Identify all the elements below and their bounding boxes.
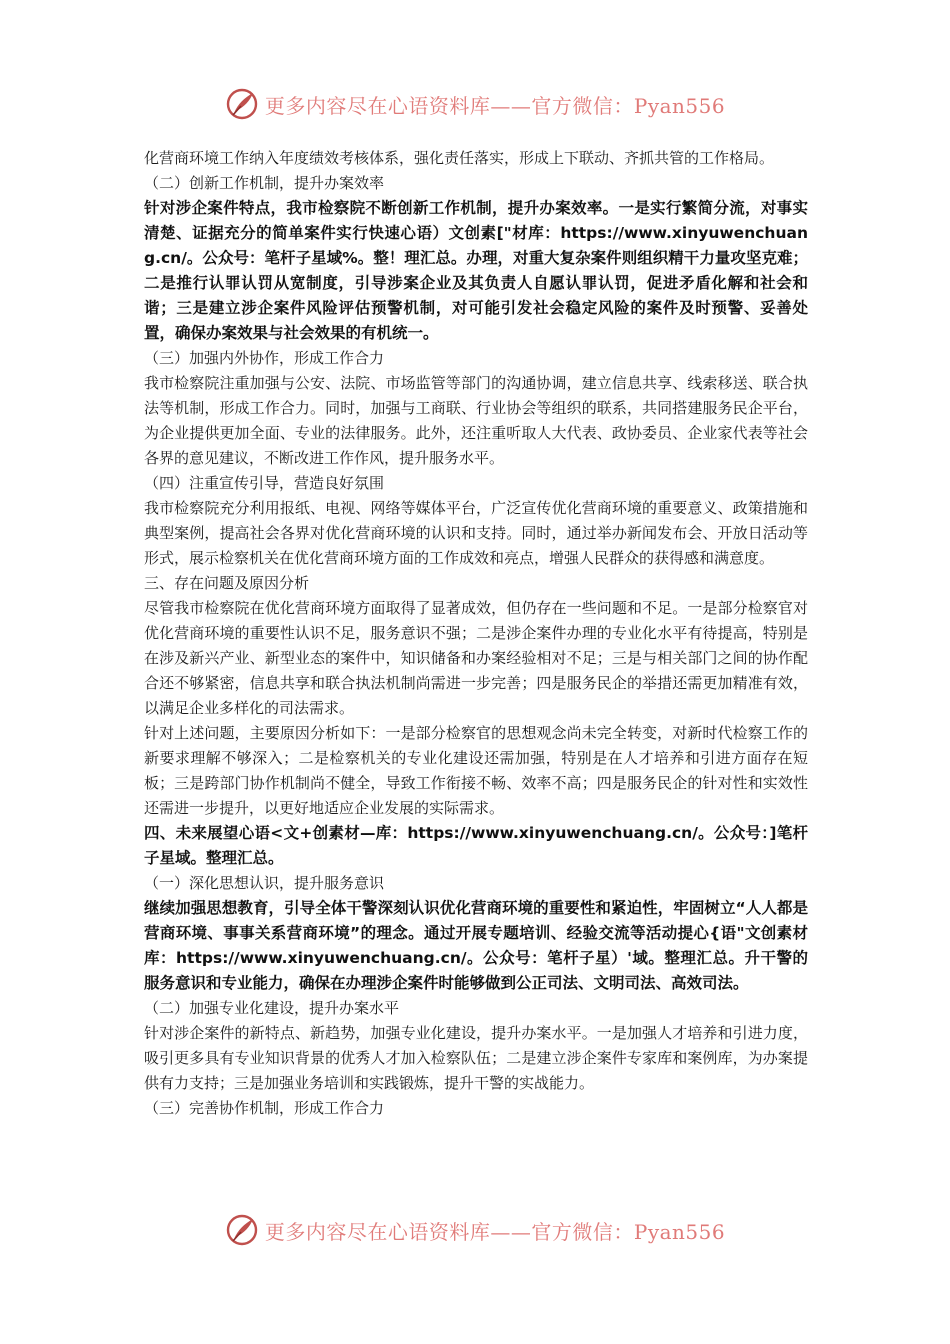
banner-text: 更多内容尽在心语资料库——官方微信：Pyan556 bbox=[264, 1219, 726, 1244]
paragraph: （四）注重宣传引导，营造良好氛围 bbox=[144, 474, 385, 492]
paragraph: 针对涉企案件特点，我市检察院不断创新工作机制，提升办案效率。一是实行繁简分流，对事实清楚、证据充分的简单案件实行快速心语）文创素["材库：https://www.xinyuwenchuang.cn/。公众号：笔杆子星域%。整！理汇总。办理，对重大复杂案件则组织精干力量攻坚克难；二是推行认罪认罚从宽制度，引导涉案企业及其负责人自愿认罪认罚，促进矛盾化解和社会和谐；三是建立涉企案件风险评估预警机制，对可能引发社会稳定风险的案件及时预警、妥善处置，确保办案效果与社会效果的有机统一。 bbox=[144, 199, 808, 342]
banner-text: 更多内容尽在心语资料库——官方微信：Pyan556 bbox=[264, 93, 726, 118]
paragraph: （一）深化思想认识，提升服务意识 bbox=[144, 874, 385, 892]
paragraph: 我市检察院充分利用报纸、电视、网络等媒体平台，广泛宣传优化营商环境的重要意义、政策措施和典型案例，提高社会各界对优化营商环境的认识和支持。同时，通过举办新闻发布会、开放日活动等形式，展示检察机关在优化营商环境方面的工作成效和亮点，增强人民群众的获得感和满意度。 bbox=[144, 499, 808, 567]
paragraph: （二）创新工作机制，提升办案效率 bbox=[144, 174, 385, 192]
paragraph: 针对涉企案件的新特点、新趋势，加强专业化建设，提升办案水平。一是加强人才培养和引进力度，吸引更多具有专业知识背景的优秀人才加入检察队伍；二是建立涉企案件专家库和案例库，为办案提供有力支持；三是加强业务培训和实践锻炼，提升干警的实战能力。 bbox=[144, 1024, 808, 1092]
document-body bbox=[144, 146, 808, 1121]
paragraph: （三）完善协作机制，形成工作合力 bbox=[144, 1099, 385, 1117]
footer-banner bbox=[0, 1210, 950, 1250]
paragraph: 尽管我市检察院在优化营商环境方面取得了显著成效，但仍存在一些问题和不足。一是部分检察官对优化营商环境的重要性认识不足，服务意识不强；二是涉企案件办理的专业化水平有待提高，特别是在涉及新兴产业、新型业态的案件中，知识储备和办案经验相对不足；三是与相关部门之间的协作配合还不够紧密，信息共享和联合执法机制尚需进一步完善；四是服务民企的举措还需更加精准有效，以满足企业多样化的司法需求。 bbox=[144, 599, 808, 717]
feather-pen-icon bbox=[225, 1213, 259, 1247]
paragraph: （三）加强内外协作，形成工作合力 bbox=[144, 349, 385, 367]
paragraph: 四、未来展望心语<文+创素材—库：https://www.xinyuwenchuang.cn/。公众号：]笔杆子星域。整理汇总。 bbox=[144, 824, 808, 867]
paragraph: 针对上述问题，主要原因分析如下：一是部分检察官的思想观念尚未完全转变，对新时代检察工作的新要求理解不够深入；二是检察机关的专业化建设还需加强，特别是在人才培养和引进方面存在短板；三是跨部门协作机制尚不健全，导致工作衔接不畅、效率不高；四是服务民企的针对性和实效性还需进一步提升，以更好地适应企业发展的实际需求。 bbox=[144, 724, 808, 817]
paragraph: 三、存在问题及原因分析 bbox=[144, 574, 310, 592]
header-banner bbox=[0, 84, 950, 124]
paragraph: 继续加强思想教育，引导全体干警深刻认识优化营商环境的重要性和紧迫性，牢固树立“人人都是营商环境、事事关系营商环境”的理念。通过开展专题培训、经验交流等活动提心{语"文创素材库：https://www.xinyuwenchuang.cn/。公众号：笔杆子星）'域。整理汇总。升干警的服务意识和专业能力，确保在办理涉企案件时能够做到公正司法、文明司法、高效司法。 bbox=[144, 899, 808, 992]
paragraph: 我市检察院注重加强与公安、法院、市场监管等部门的沟通协调，建立信息共享、线索移送、联合执法等机制，形成工作合力。同时，加强与工商联、行业协会等组织的联系，共同搭建服务民企平台，为企业提供更加全面、专业的法律服务。此外，还注重听取人大代表、政协委员、企业家代表等社会各界的意见建议，不断改进工作作风，提升服务水平。 bbox=[144, 374, 808, 467]
paragraph: 化营商环境工作纳入年度绩效考核体系，强化责任落实，形成上下联动、齐抓共管的工作格局。 bbox=[144, 149, 775, 167]
paragraph: （二）加强专业化建设，提升办案水平 bbox=[144, 999, 400, 1017]
feather-pen-icon bbox=[225, 87, 259, 121]
